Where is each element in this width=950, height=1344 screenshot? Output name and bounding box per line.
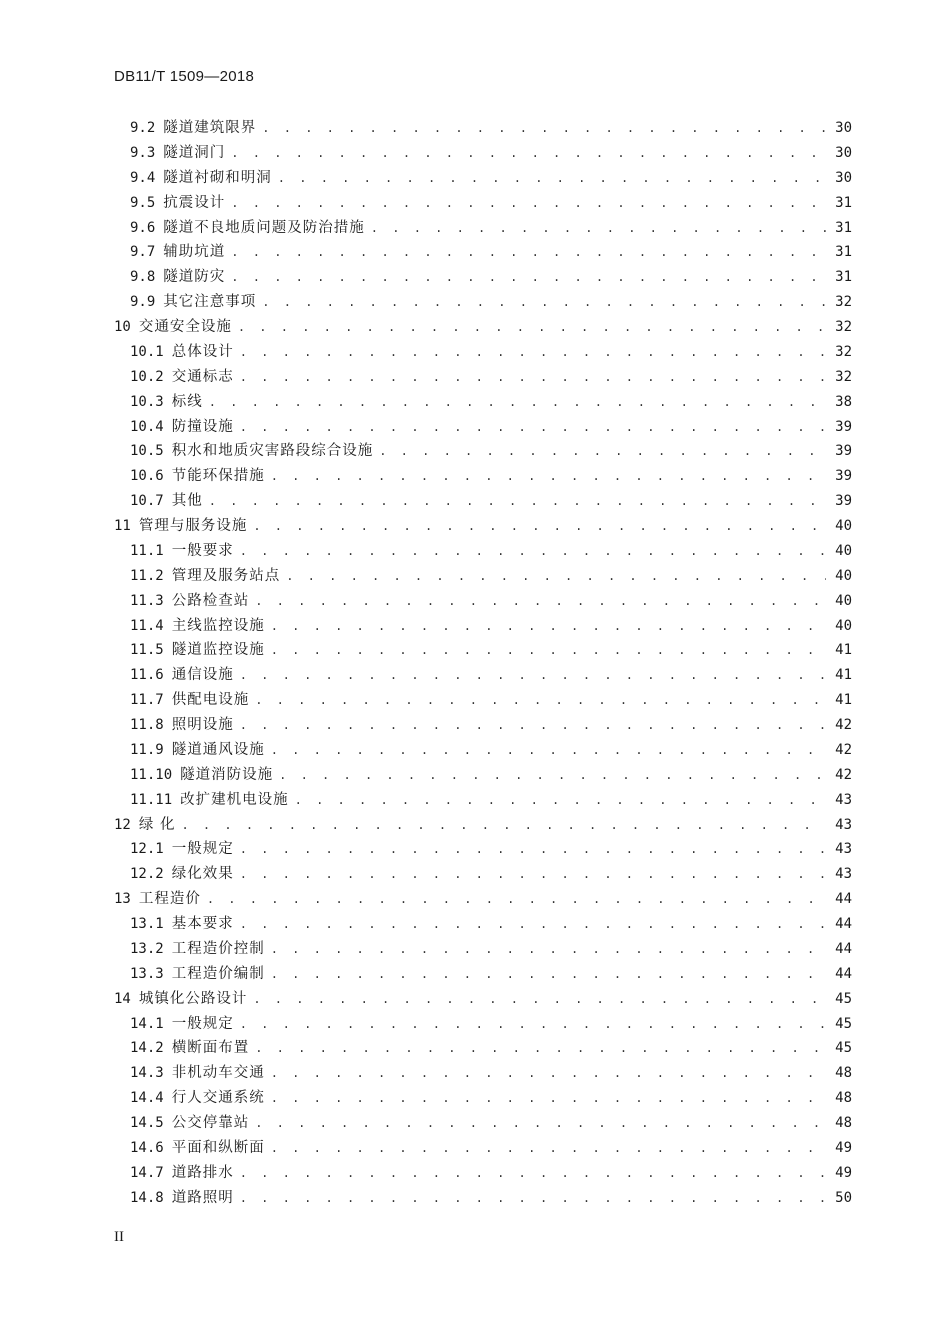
- toc-entry-number: 14.4: [130, 1090, 164, 1107]
- toc-dot-leader: [240, 862, 826, 887]
- toc-entry-title: 道路照明: [171, 1189, 234, 1206]
- toc-entry[interactable]: [114, 514, 852, 539]
- toc-entry-number: 12.2: [130, 866, 164, 883]
- toc-entry-title: 隧道建筑限界: [163, 120, 257, 136]
- toc-entry-number: 9.4: [130, 169, 156, 186]
- toc-entry-page: 31: [835, 219, 852, 236]
- toc-entry-title: 行人交通系统: [171, 1090, 265, 1107]
- toc-entry[interactable]: [114, 1111, 852, 1136]
- toc-entry-page: 43: [835, 866, 852, 883]
- toc-entry-page: 40: [835, 567, 852, 584]
- toc-entry-number: 13: [114, 891, 131, 908]
- toc-dot-leader: [240, 1161, 826, 1186]
- table-of-contents: [114, 116, 852, 1211]
- toc-dot-leader: [271, 1136, 826, 1161]
- toc-entry[interactable]: [114, 614, 852, 639]
- toc-dot-leader: [207, 887, 826, 912]
- toc-entry-number: 14.5: [130, 1115, 164, 1131]
- toc-dot-leader: [231, 265, 826, 290]
- toc-entry[interactable]: [114, 365, 852, 390]
- toc-dot-leader: [271, 738, 826, 763]
- toc-entry-page: 42: [835, 717, 852, 733]
- toc-entry[interactable]: [114, 912, 852, 937]
- toc-entry-title: 城镇化公路设计: [138, 990, 248, 1007]
- toc-entry-title: 改扩建机电设施: [180, 791, 289, 808]
- toc-entry-page: 40: [835, 542, 852, 559]
- toc-dot-leader: [271, 614, 826, 639]
- toc-entry[interactable]: [114, 265, 852, 290]
- toc-entry-number: 10.2: [130, 368, 164, 385]
- toc-dot-leader: [240, 713, 826, 738]
- toc-entry-number: 11.10: [130, 766, 173, 783]
- toc-entry-number: 11.7: [130, 692, 164, 709]
- toc-entry-title: 基本要求: [171, 916, 234, 932]
- toc-dot-leader: [286, 564, 826, 589]
- toc-entry-number: 10: [114, 319, 131, 335]
- toc-entry-title: 公交停靠站: [171, 1115, 250, 1131]
- toc-entry-page: 41: [835, 667, 852, 684]
- toc-entry-page: 50: [835, 1189, 852, 1206]
- toc-entry[interactable]: [114, 713, 852, 738]
- toc-entry[interactable]: [114, 589, 852, 614]
- toc-entry-page: 45: [835, 1040, 852, 1057]
- toc-entry[interactable]: [114, 663, 852, 688]
- toc-entry-page: 48: [835, 1090, 852, 1107]
- toc-entry-page: 43: [835, 791, 852, 808]
- toc-entry-number: 9.2: [130, 120, 156, 136]
- toc-entry-title: 交通安全设施: [138, 319, 232, 335]
- toc-dot-leader: [240, 663, 826, 688]
- toc-dot-leader: [253, 514, 826, 539]
- toc-entry[interactable]: [114, 887, 852, 912]
- toc-entry-title: 管理及服务站点: [171, 567, 281, 584]
- toc-entry[interactable]: [114, 837, 852, 862]
- toc-entry-page: 31: [835, 269, 852, 286]
- toc-entry[interactable]: [114, 862, 852, 887]
- toc-entry-title: 积水和地质灾害路段综合设施: [171, 443, 374, 460]
- toc-entry-page: 32: [835, 368, 852, 385]
- toc-entry[interactable]: [114, 1036, 852, 1061]
- toc-entry-page: 30: [835, 169, 852, 186]
- toc-entry[interactable]: [114, 688, 852, 713]
- toc-entry-number: 14.3: [130, 1065, 164, 1082]
- toc-dot-leader: [240, 415, 826, 440]
- toc-entry[interactable]: [114, 937, 852, 962]
- toc-dot-leader: [255, 1111, 826, 1136]
- toc-entry-number: 14: [114, 990, 131, 1007]
- toc-entry-page: 39: [835, 493, 852, 510]
- toc-entry[interactable]: [114, 788, 852, 813]
- toc-entry-number: 11.9: [130, 741, 164, 758]
- toc-entry-number: 11.4: [130, 617, 164, 634]
- toc-entry-number: 11.5: [130, 642, 164, 659]
- toc-entry-page: 40: [835, 592, 852, 609]
- toc-entry-number: 10.6: [130, 468, 164, 485]
- toc-entry-page: 43: [835, 816, 852, 833]
- toc-entry-number: 10.5: [130, 443, 164, 460]
- toc-entry-title: 节能环保措施: [171, 468, 265, 485]
- toc-entry-number: 14.2: [130, 1040, 164, 1057]
- toc-entry-number: 11.6: [130, 667, 164, 684]
- toc-dot-leader: [255, 1036, 826, 1061]
- toc-entry-title: 隧道监控设施: [171, 642, 265, 659]
- toc-dot-leader: [240, 1186, 826, 1211]
- toc-entry-title: 工程造价编制: [171, 965, 265, 982]
- toc-entry[interactable]: [114, 216, 852, 241]
- toc-entry-page: 31: [835, 194, 852, 211]
- toc-entry-number: 9.3: [130, 144, 156, 161]
- toc-entry-title: 隧道通风设施: [171, 741, 265, 758]
- toc-dot-leader: [271, 464, 826, 489]
- toc-dot-leader: [379, 439, 826, 464]
- toc-entry-page: 32: [835, 319, 852, 335]
- toc-entry-title: 其他: [171, 493, 203, 510]
- toc-dot-leader: [231, 191, 826, 216]
- toc-entry-title: 道路排水: [171, 1164, 234, 1181]
- toc-entry-title: 工程造价: [138, 891, 201, 908]
- toc-entry-number: 10.4: [130, 418, 164, 435]
- toc-entry-number: 9.8: [130, 269, 156, 286]
- toc-dot-leader: [209, 390, 826, 415]
- toc-entry-number: 11.3: [130, 592, 164, 609]
- toc-entry-title: 平面和纵断面: [171, 1139, 265, 1156]
- toc-entry-number: 12: [114, 816, 131, 833]
- toc-dot-leader: [240, 912, 826, 937]
- toc-entry[interactable]: [114, 564, 852, 589]
- toc-dot-leader: [253, 987, 826, 1012]
- toc-entry[interactable]: [114, 763, 852, 788]
- toc-dot-leader: [278, 166, 826, 191]
- toc-entry-title: 隧道衬砌和明洞: [163, 169, 272, 186]
- toc-dot-leader: [240, 365, 826, 390]
- toc-entry-number: 14.1: [130, 1015, 164, 1032]
- toc-entry-number: 9.7: [130, 244, 156, 261]
- toc-entry-number: 10.7: [130, 493, 164, 510]
- toc-entry-number: 14.6: [130, 1139, 164, 1156]
- toc-entry-page: 43: [835, 841, 852, 858]
- toc-dot-leader: [295, 788, 826, 813]
- toc-entry-title: 辅助坑道: [163, 244, 226, 261]
- toc-entry-number: 13.1: [130, 916, 164, 932]
- toc-entry[interactable]: [114, 191, 852, 216]
- toc-entry-number: 13.3: [130, 965, 164, 982]
- toc-entry-page: 48: [835, 1115, 852, 1131]
- toc-entry-title: 隧道消防设施: [180, 766, 274, 783]
- toc-dot-leader: [240, 837, 826, 862]
- toc-entry[interactable]: [114, 638, 852, 663]
- toc-entry[interactable]: [114, 415, 852, 440]
- toc-entry-page: 41: [835, 692, 852, 709]
- toc-entry-number: 9.9: [130, 294, 156, 311]
- toc-entry-page: 42: [835, 741, 852, 758]
- toc-entry-title: 一般规定: [171, 841, 234, 858]
- toc-entry-page: 44: [835, 916, 852, 932]
- toc-entry-page: 44: [835, 965, 852, 982]
- toc-dot-leader: [231, 240, 826, 265]
- toc-entry-number: 10.3: [130, 393, 164, 410]
- toc-entry[interactable]: [114, 340, 852, 365]
- toc-entry-page: 30: [835, 120, 852, 136]
- toc-dot-leader: [238, 315, 826, 340]
- toc-entry-title: 一般要求: [171, 542, 234, 559]
- toc-entry-title: 通信设施: [171, 667, 234, 684]
- toc-entry-number: 11: [114, 518, 131, 534]
- toc-entry-page: 49: [835, 1164, 852, 1181]
- toc-entry-title: 照明设施: [171, 717, 234, 733]
- toc-entry-title: 抗震设计: [163, 194, 226, 211]
- toc-entry-page: 40: [835, 518, 852, 534]
- toc-entry[interactable]: [114, 539, 852, 564]
- toc-entry-title: 管理与服务设施: [138, 518, 248, 534]
- toc-entry[interactable]: [114, 439, 852, 464]
- toc-entry-page: 39: [835, 418, 852, 435]
- toc-entry-number: 11.2: [130, 567, 164, 584]
- toc-entry-title: 其它注意事项: [163, 294, 257, 311]
- toc-entry[interactable]: [114, 390, 852, 415]
- toc-entry-title: 防撞设施: [171, 418, 234, 435]
- toc-entry-number: 13.2: [130, 940, 164, 957]
- toc-entry-page: 30: [835, 144, 852, 161]
- toc-entry[interactable]: [114, 464, 852, 489]
- toc-entry-number: 9.6: [130, 219, 156, 236]
- toc-dot-leader: [279, 763, 826, 788]
- toc-entry[interactable]: [114, 813, 852, 838]
- toc-entry-title: 横断面布置: [171, 1040, 250, 1057]
- toc-entry-page: 45: [835, 990, 852, 1007]
- toc-dot-leader: [271, 1061, 826, 1086]
- toc-entry-page: 44: [835, 940, 852, 957]
- toc-entry[interactable]: [114, 240, 852, 265]
- toc-entry[interactable]: [114, 1012, 852, 1037]
- toc-entry[interactable]: [114, 987, 852, 1012]
- toc-entry-title: 隧道不良地质问题及防治措施: [163, 219, 365, 236]
- toc-dot-leader: [271, 962, 826, 987]
- toc-entry-page: 49: [835, 1139, 852, 1156]
- toc-entry-title: 绿化效果: [171, 866, 234, 883]
- toc-entry-page: 41: [835, 642, 852, 659]
- toc-dot-leader: [271, 1086, 826, 1111]
- toc-entry-page: 45: [835, 1015, 852, 1032]
- toc-dot-leader: [209, 489, 826, 514]
- toc-entry-page: 39: [835, 468, 852, 485]
- toc-dot-leader: [262, 290, 826, 315]
- toc-entry-page: 32: [835, 343, 852, 360]
- toc-entry[interactable]: [114, 1061, 852, 1086]
- toc-dot-leader: [181, 813, 826, 838]
- toc-entry-title: 总体设计: [171, 343, 234, 360]
- toc-entry[interactable]: [114, 738, 852, 763]
- toc-entry-title: 交通标志: [171, 368, 234, 385]
- toc-entry[interactable]: [114, 1161, 852, 1186]
- toc-entry-title: 隧道防灾: [163, 269, 226, 286]
- toc-entry-number: 11.8: [130, 717, 164, 733]
- toc-entry-number: 11.1: [130, 542, 164, 559]
- toc-entry-title: 主线监控设施: [171, 617, 265, 634]
- toc-entry-title: 非机动车交通: [171, 1065, 265, 1082]
- toc-entry-title: 一般规定: [171, 1015, 234, 1032]
- document-code: DB11/T 1509—2018: [114, 68, 255, 85]
- toc-entry-title: 供配电设施: [171, 692, 250, 709]
- toc-entry-title: 绿 化: [138, 816, 176, 833]
- toc-entry-number: 12.1: [130, 841, 164, 858]
- toc-entry[interactable]: [114, 1136, 852, 1161]
- toc-dot-leader: [240, 1012, 826, 1037]
- toc-entry-number: 9.5: [130, 194, 156, 211]
- toc-dot-leader: [255, 688, 826, 713]
- toc-entry-page: 42: [835, 766, 852, 783]
- toc-entry-number: 10.1: [130, 343, 164, 360]
- toc-entry-page: 38: [835, 393, 852, 410]
- toc-entry-title: 标线: [171, 393, 203, 410]
- toc-entry-page: 31: [835, 244, 852, 261]
- toc-dot-leader: [231, 141, 826, 166]
- toc-entry-title: 公路检查站: [171, 592, 250, 609]
- toc-entry[interactable]: [114, 1086, 852, 1111]
- toc-dot-leader: [262, 116, 826, 141]
- toc-dot-leader: [271, 638, 826, 663]
- toc-entry[interactable]: [114, 166, 852, 191]
- toc-entry-title: 工程造价控制: [171, 940, 265, 957]
- toc-entry[interactable]: [114, 315, 852, 340]
- toc-entry[interactable]: [114, 290, 852, 315]
- toc-dot-leader: [240, 539, 826, 564]
- toc-entry[interactable]: [114, 116, 852, 141]
- toc-dot-leader: [271, 937, 826, 962]
- toc-entry[interactable]: [114, 962, 852, 987]
- toc-entry-page: 48: [835, 1065, 852, 1082]
- toc-dot-leader: [240, 340, 826, 365]
- toc-dot-leader: [371, 216, 826, 241]
- toc-entry-number: 14.8: [130, 1189, 164, 1206]
- page-number: II: [114, 1229, 124, 1245]
- toc-entry-page: 39: [835, 443, 852, 460]
- toc-entry[interactable]: [114, 141, 852, 166]
- toc-entry-page: 40: [835, 617, 852, 634]
- toc-entry-page: 32: [835, 294, 852, 311]
- toc-entry[interactable]: [114, 489, 852, 514]
- toc-entry[interactable]: [114, 1186, 852, 1211]
- toc-entry-title: 隧道洞门: [163, 144, 226, 161]
- toc-entry-number: 14.7: [130, 1164, 164, 1181]
- toc-entry-number: 11.11: [130, 791, 173, 808]
- toc-dot-leader: [255, 589, 826, 614]
- toc-entry-page: 44: [835, 891, 852, 908]
